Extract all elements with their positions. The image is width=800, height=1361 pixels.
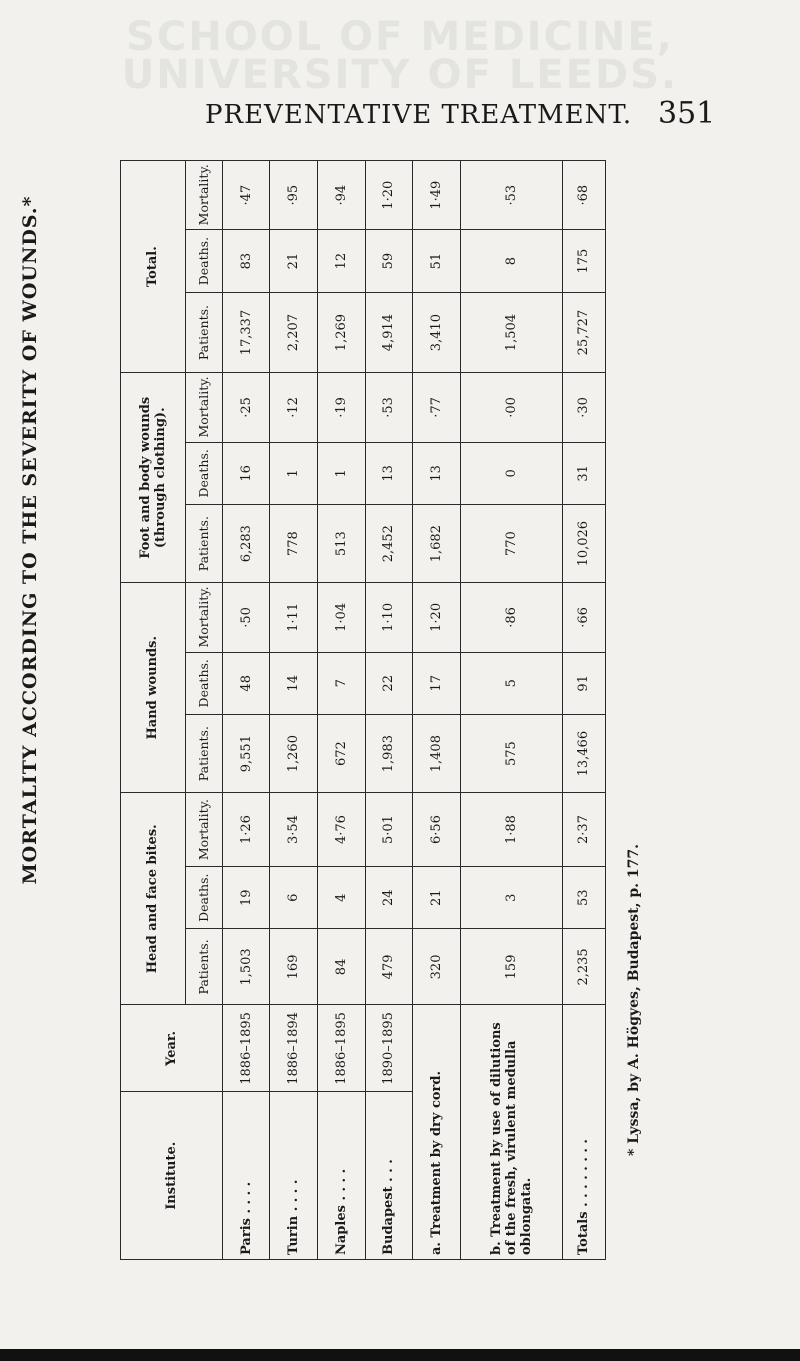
cell-hand-deaths: 91 xyxy=(562,652,605,715)
cell-total-deaths: 51 xyxy=(413,230,461,293)
cell-head-mortality: 1·26 xyxy=(222,793,270,867)
cell-hand-deaths: 48 xyxy=(222,652,270,715)
cell-hand-patients: 1,983 xyxy=(365,715,413,793)
footnote-text: * Lyssa, by A. Högyes, Budapest, p. 177. xyxy=(626,844,642,1156)
cell-head-patients: 84 xyxy=(318,929,366,1005)
cell-total-mortality: ·95 xyxy=(270,161,318,230)
header-foot-patients: Patients. xyxy=(185,505,222,583)
cell-total-patients: 1,269 xyxy=(318,292,366,372)
cell-hand-deaths: 14 xyxy=(270,652,318,715)
cell-foot-patients: 513 xyxy=(318,505,366,583)
cell-foot-mortality: ·12 xyxy=(270,373,318,442)
cell-total-patients: 3,410 xyxy=(413,292,461,372)
cell-foot-mortality: ·00 xyxy=(460,373,562,442)
header-foot-deaths: Deaths. xyxy=(185,442,222,505)
cell-head-mortality: 6·56 xyxy=(413,793,461,867)
cell-foot-deaths: 13 xyxy=(365,442,413,505)
cell-total-mortality: ·47 xyxy=(222,161,270,230)
cell-head-patients: 169 xyxy=(270,929,318,1005)
table-row xyxy=(318,161,366,1260)
cell-foot-patients: 1,682 xyxy=(413,505,461,583)
cell-hand-deaths: 5 xyxy=(460,652,562,715)
cell-head-mortality: 2·37 xyxy=(562,793,605,867)
cell-hand-deaths: 7 xyxy=(318,652,366,715)
header-foot-body: Foot and body wounds (through clothing). xyxy=(121,373,186,583)
table-row xyxy=(270,161,318,1260)
cell-total-deaths: 59 xyxy=(365,230,413,293)
cell-total-deaths: 21 xyxy=(270,230,318,293)
table-row xyxy=(365,161,413,1260)
library-watermark xyxy=(0,14,800,98)
cell-hand-patients: 1,408 xyxy=(413,715,461,793)
cell-year: 1890–1895 xyxy=(365,1005,413,1092)
running-head: PREVENTATIVE TREATMENT. xyxy=(205,100,633,130)
cell-head-patients: 159 xyxy=(460,929,562,1005)
table-row xyxy=(222,161,270,1260)
header-hand-wounds: Hand wounds. xyxy=(121,583,186,793)
cell-foot-deaths: 1 xyxy=(270,442,318,505)
header-row-groups xyxy=(121,161,186,1260)
cell-institute: Turin . . . . xyxy=(270,1092,318,1260)
cell-foot-mortality: ·19 xyxy=(318,373,366,442)
cell-head-deaths: 4 xyxy=(318,866,366,929)
cell-total-mortality: 1·20 xyxy=(365,161,413,230)
cell-head-mortality: 5·01 xyxy=(365,793,413,867)
header-institute: Institute. xyxy=(121,1092,223,1260)
cell-hand-mortality: 1·11 xyxy=(270,583,318,652)
table-title-text: MORTALITY ACCORDING TO THE SEVERITY OF WOUNDS.* xyxy=(19,195,41,885)
cell-foot-patients: 6,283 xyxy=(222,505,270,583)
header-year: Year. xyxy=(121,1005,223,1092)
cell-head-mortality: 4·76 xyxy=(318,793,366,867)
mortality-table xyxy=(120,160,606,1260)
cell-total-deaths: 12 xyxy=(318,230,366,293)
cell-hand-mortality: 1·10 xyxy=(365,583,413,652)
cell-head-mortality: 1·88 xyxy=(460,793,562,867)
header-total: Total. xyxy=(121,161,186,373)
header-hand-patients: Patients. xyxy=(185,715,222,793)
mortality-table-region xyxy=(120,160,606,1260)
cell-foot-mortality: ·25 xyxy=(222,373,270,442)
cell-institute: Budapest . . . xyxy=(365,1092,413,1260)
footnote xyxy=(622,640,646,1360)
watermark-line-2: UNIVERSITY OF LEEDS. xyxy=(121,52,679,98)
cell-institute: Naples . . . . xyxy=(318,1092,366,1260)
cell-foot-deaths: 16 xyxy=(222,442,270,505)
cell-hand-mortality: ·86 xyxy=(460,583,562,652)
cell-total-deaths: 175 xyxy=(562,230,605,293)
header-head-mortality: Mortality. xyxy=(185,793,222,867)
cell-head-patients: 479 xyxy=(365,929,413,1005)
cell-totals-label: Totals . . . . . . . . xyxy=(562,1005,605,1260)
cell-foot-patients: 2,452 xyxy=(365,505,413,583)
cell-total-patients: 1,504 xyxy=(460,292,562,372)
cell-hand-mortality: ·50 xyxy=(222,583,270,652)
cell-foot-patients: 10,026 xyxy=(562,505,605,583)
header-total-patients: Patients. xyxy=(185,292,222,372)
cell-total-mortality: ·68 xyxy=(562,161,605,230)
cell-total-patients: 17,337 xyxy=(222,292,270,372)
cell-hand-mortality: 1·04 xyxy=(318,583,366,652)
cell-hand-patients: 9,551 xyxy=(222,715,270,793)
cell-hand-patients: 672 xyxy=(318,715,366,793)
header-hand-mortality: Mortality. xyxy=(185,583,222,652)
cell-foot-deaths: 13 xyxy=(413,442,461,505)
header-head-patients: Patients. xyxy=(185,929,222,1005)
cell-treatment-a: a. Treatment by dry cord. xyxy=(413,1005,461,1260)
cell-head-deaths: 6 xyxy=(270,866,318,929)
cell-total-deaths: 83 xyxy=(222,230,270,293)
cell-foot-deaths: 0 xyxy=(460,442,562,505)
cell-hand-patients: 575 xyxy=(460,715,562,793)
cell-treatment-b: b. Treatment by use of dilutions of the fresh, virulent medulla oblongata. xyxy=(460,1005,562,1260)
header-total-deaths: Deaths. xyxy=(185,230,222,293)
header-head-bites: Head and face bites. xyxy=(121,793,186,1005)
cell-head-deaths: 19 xyxy=(222,866,270,929)
cell-total-patients: 25,727 xyxy=(562,292,605,372)
cell-hand-mortality: 1·20 xyxy=(413,583,461,652)
header-total-mortality: Mortality. xyxy=(185,161,222,230)
cell-foot-mortality: ·30 xyxy=(562,373,605,442)
table-row xyxy=(413,161,461,1260)
cell-head-deaths: 21 xyxy=(413,866,461,929)
cell-head-mortality: 3·54 xyxy=(270,793,318,867)
cell-total-mortality: 1·49 xyxy=(413,161,461,230)
cell-head-patients: 320 xyxy=(413,929,461,1005)
scan-edge-bar xyxy=(0,1349,800,1361)
cell-total-patients: 2,207 xyxy=(270,292,318,372)
cell-total-mortality: ·94 xyxy=(318,161,366,230)
cell-head-deaths: 53 xyxy=(562,866,605,929)
cell-year: 1886–1895 xyxy=(222,1005,270,1092)
header-head-deaths: Deaths. xyxy=(185,866,222,929)
page-number: 351 xyxy=(658,96,716,131)
watermark-line-1: SCHOOL OF MEDICINE, xyxy=(126,14,674,60)
cell-year: 1886–1895 xyxy=(318,1005,366,1092)
cell-foot-patients: 770 xyxy=(460,505,562,583)
cell-institute: Paris . . . . xyxy=(222,1092,270,1260)
cell-head-patients: 2,235 xyxy=(562,929,605,1005)
cell-head-deaths: 24 xyxy=(365,866,413,929)
cell-head-deaths: 3 xyxy=(460,866,562,929)
cell-foot-patients: 778 xyxy=(270,505,318,583)
cell-total-deaths: 8 xyxy=(460,230,562,293)
cell-foot-deaths: 31 xyxy=(562,442,605,505)
cell-foot-mortality: ·53 xyxy=(365,373,413,442)
header-hand-deaths: Deaths. xyxy=(185,652,222,715)
cell-foot-mortality: ·77 xyxy=(413,373,461,442)
cell-hand-patients: 1,260 xyxy=(270,715,318,793)
table-row xyxy=(460,161,562,1260)
cell-hand-deaths: 22 xyxy=(365,652,413,715)
cell-hand-patients: 13,466 xyxy=(562,715,605,793)
cell-hand-deaths: 17 xyxy=(413,652,461,715)
cell-hand-mortality: ·66 xyxy=(562,583,605,652)
totals-row xyxy=(562,161,605,1260)
cell-total-mortality: ·53 xyxy=(460,161,562,230)
cell-head-patients: 1,503 xyxy=(222,929,270,1005)
cell-foot-deaths: 1 xyxy=(318,442,366,505)
rotated-table-frame xyxy=(120,160,606,1260)
cell-total-patients: 4,914 xyxy=(365,292,413,372)
table-title xyxy=(8,150,52,930)
header-foot-mortality: Mortality. xyxy=(185,373,222,442)
cell-year: 1886–1894 xyxy=(270,1005,318,1092)
